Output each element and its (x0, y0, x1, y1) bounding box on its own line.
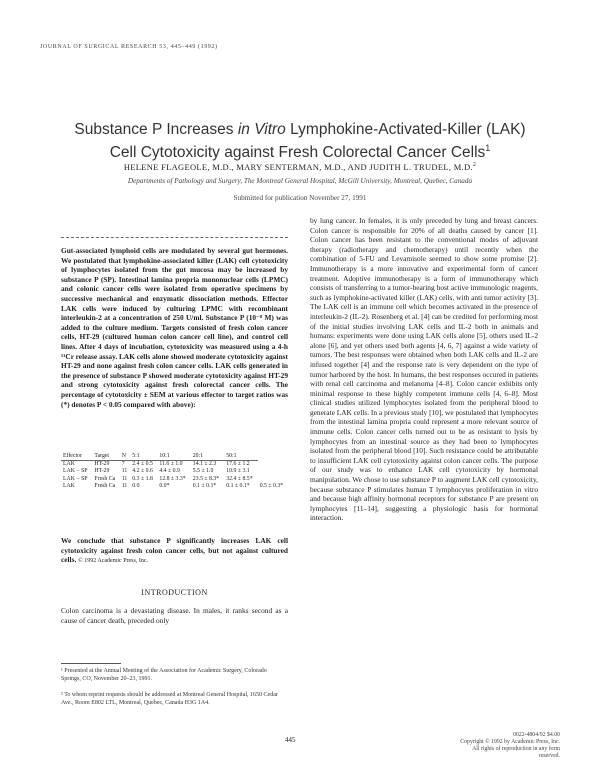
table-header: N (120, 453, 131, 461)
abstract: Gut-associated lymphoid cells are modulated by several gut hormones. We postulated that lymphokine-associated killer (LAK) cell cytotoxicity of lymphocytes isolated from the gut mucosa may be increased by substance P (SP). Intestinal lamina propria mononuclear cells (LPMC) and colonic cancer cells were isolated from operative specimens by successive mechanical and enzymatic dissociation methods. Effector LAK cells were induced by culturing LPMC with recombinant interleukin-2 at a concentration of 250 U/ml. Substance P (10⁻⁸ M) was added to the culture medium. Targets consisted of fresh colon cancer cells, HT-29 (cultured human colon cancer cell line), and control cell lines. After 4 days of incubation, cytotoxicity was measured using a 4-h ⁵¹Cr release assay. LAK cells alone showed moderate cytotoxicity against HT-29 and none against fresh colon cancer cells. LAK cells generated in the presence of substance P showed moderate cytotoxicity against HT-29 and strong cytotoxicity against fresh colorectal cancer cells. The percentage of cytotoxicity ± SEM at various effector to target ratios was (*) denotes P < 0.05 compared with above): (61, 246, 288, 409)
table-cell: 11 (121, 482, 128, 489)
table-row (61, 476, 288, 483)
table-header: 10:1 (157, 453, 190, 461)
title-line-1: Substance P Increases in Vitro Lymphokine-Activated-Killer (LAK) (74, 121, 526, 138)
table-cell: LAK − SP (63, 475, 88, 482)
affiliation: Departments of Pathology and Surgery, The Montreal General Hospital, McGill University, Montreal, Quebec, Canada (127, 177, 473, 185)
paper-title (40, 120, 560, 162)
page-number: 445 (285, 736, 296, 744)
introduction-paragraph: Colon carcinoma is a devastating disease. In males, it ranks second as a cause of cancer death, preceded only (61, 606, 288, 625)
table-cell: 2.4 ± 0.5 (132, 461, 153, 468)
footnote-2: ² To whom reprint requests should be addressed at Montreal General Hospital, 1650 Cedar Ave., Room E802 LTL, Montreal, Quebec, Canada H3G 1A4. (61, 692, 278, 706)
table-cell: 32.4 ± 8.5* (226, 475, 253, 482)
table-cell: 23.5 ± 8.3* (192, 475, 220, 482)
table-cell: 11 (121, 475, 128, 482)
journal-header: JOURNAL OF SURGICAL RESEARCH 53, 445–449 (1992) (40, 44, 218, 50)
table-cell: Fresh Ca (94, 475, 116, 482)
section-heading-introduction: INTRODUCTION (141, 588, 208, 597)
table-row (61, 461, 288, 469)
table-cell: LAK (63, 461, 75, 468)
table-cell: LAK − SP (63, 468, 88, 475)
abstract-divider (61, 237, 288, 238)
table-cell: 0.0 (132, 482, 140, 489)
results-table (61, 453, 288, 490)
table-cell: 11 (121, 468, 128, 475)
table-cell: 7 (121, 461, 125, 468)
table-cell: 12.8 ± 3.3* (159, 475, 186, 482)
table-header: Target (92, 453, 119, 461)
footnote-rule (61, 663, 121, 664)
table-cell: 0.3 ± 1.8 (132, 475, 153, 482)
table-cell: 10.9 ± 3.1 (226, 468, 250, 475)
table-cell: 0.5 ± 0.3* (259, 482, 284, 489)
table-cell: 5.5 ± 1.0 (192, 468, 214, 475)
table-header: 5:1 (130, 453, 157, 461)
title-line-2: Cell Cytotoxicity against Fresh Colorectal Cancer Cells$^1$ (109, 143, 491, 162)
table-cell: 4.2 ± 0.6 (132, 468, 153, 475)
table-row (61, 483, 288, 490)
table-cell: Fresh Ca (94, 482, 116, 489)
conclusion: We conclude that substance P significantly increases LAK cell cytotoxicity against fresh colon cancer cells, but not against cultured cells. © 1992 Academic Press, Inc. (61, 536, 288, 565)
table-row (61, 468, 288, 475)
copyright-notice: 0022-4804/92 $4.00 Copyright © 1992 by Academic Press, Inc. All rights of reproduction in any form reserved. (460, 732, 560, 759)
table-cell: 0.1 ± 0.1* (192, 482, 217, 489)
table-cell: HT-29 (94, 468, 110, 475)
table-header: 50:1 (224, 453, 257, 461)
table-cell: 0.1 ± 0.1* (226, 482, 250, 489)
authors: HELENE FLAGEOLE, M.D., MARY SENTERMAN, M.D., AND JUDITH L. TRUDEL, M.D.$^2$ (123, 162, 477, 172)
table-cell: LAK (63, 482, 75, 489)
footnote-1: ¹ Presented at the Annual Meeting of the Association for Academic Surgery, Colorado Springs, CO, November 20–23, 1991. (61, 668, 267, 682)
table-cell: HT-29 (94, 461, 110, 468)
table-cell: 4.4 ± 0.9 (159, 468, 180, 475)
table-cell: 11.6 ± 1.0 (159, 461, 183, 468)
table-cell: 14.1 ± 2.3 (192, 461, 217, 468)
table-cell: 0.0* (159, 482, 170, 489)
table-header-row (61, 453, 288, 461)
table-header: Effector (61, 453, 92, 461)
table-header: 20:1 (191, 453, 224, 461)
introduction-continued: by lung cancer. In females, it is only preceded by lung and breast cancers. Colon cancer is responsible for 20% of all deaths caused by cancer [1]. Colon cancer has been resistant to the conventional modes of adjuvant therapy (radiotherapy and chemotherapy) until recently when the combination of 5-FU and Levamisole seemed to show some promise [2]. Immunotherapy is a more innovative and experimental form of cancer treatment. Adoptive immunotherapy is a form of immunotherapy which consists of transferring to a tumor-bearing host active immunologic reagents, such as lymphokine-activated killer (LAK) cells, with anti tumor activity [3]. The LAK cell is an immune cell which becomes activated in the presence of interleukin-2 (IL-2). Rosenberg et al. [4] can be credited for performing most of the initial studies involving LAK cells and IL-2 both in animals and humans: experiments were done using LAK cells alone [5], others used IL-2 alone [6], and yet others used both agents [4, 6, 7] against a wide variety of tumors. The best responses were obtained when both LAK cells and IL-2 are infused together [4] and the response rate is very dependent on the type of tumor harbored by the host. In humans, the best responses occured in patients with renal cell carcinoma and melanoma [4–8]. Colon cancer exhibits only minimal response to these highly competent immune cells [4, 6–8]. Most clinical studies utilized lymphocytes isolated from the peripheral blood to generate LAK cells. In a previous study [10], we postulated that lymphocytes from the intestinal lamina propria could represent a more relevant source of immune cells. Colon cancer cells turned out to be as resistant to lysis by lymphocytes from an intestinal source as they had been to lymphocytes isolated from the peripheral blood [10]. Such resistance could be attributable to insufficient LAK cell cytotoxicity against colon cancer cells. The purpose of our study was to enhance LAK cell cytotoxicity by hormonal manipulation. We chose to use substance P to augment LAK cell cytotoxicity, because substance P stimulates human T lymphocytes proliferation in vitro and because high affinity hormonal receptors for substance P are present on lymphocytes [11–14], suggesting a physiologic basis for hormonal interaction. (310, 216, 539, 523)
submission-date: Submitted for publication November 27, 1991 (233, 194, 367, 202)
table-cell: 17.6 ± 1.2 (226, 461, 250, 468)
